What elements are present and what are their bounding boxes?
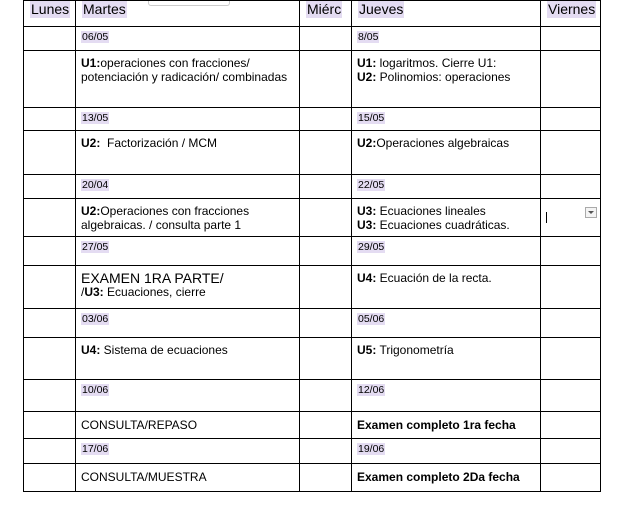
content-line (357, 70, 535, 84)
jueves-date-cell[interactable] (352, 439, 541, 464)
unit-label: U5: (357, 343, 377, 357)
viernes-content-cell[interactable] (541, 412, 601, 439)
martes-date-cell[interactable] (76, 108, 300, 131)
miercoles-date-cell[interactable] (300, 380, 352, 412)
topic-text: logaritmos. Cierre U1: (376, 56, 497, 70)
miercoles-date-cell[interactable] (300, 108, 352, 131)
lunes-date-cell[interactable] (24, 380, 76, 412)
topic-text: Polinomios: operaciones (376, 70, 511, 84)
header-cell-viernes[interactable] (541, 1, 601, 27)
lunes-content-cell[interactable] (24, 464, 76, 492)
miercoles-content-cell[interactable] (300, 412, 352, 439)
content-line (81, 204, 294, 232)
header-viernes: Viernes (548, 1, 596, 17)
content-line (81, 56, 294, 84)
date-label: 03/06 (82, 313, 109, 325)
content-line (357, 343, 535, 357)
viernes-content-cell[interactable] (541, 338, 601, 380)
cell-dropdown-icon[interactable] (585, 207, 597, 218)
unit-label: U1: (81, 56, 101, 70)
viernes-date-cell[interactable] (541, 27, 601, 51)
viernes-date-cell[interactable] (541, 175, 601, 199)
schedule-body (24, 27, 601, 492)
content-line (357, 271, 535, 285)
topic-text: Operaciones algebraicas (376, 136, 510, 150)
lunes-content-cell[interactable] (24, 412, 76, 439)
jueves-date-cell[interactable] (352, 27, 541, 51)
date-label: 17/06 (82, 443, 109, 455)
header-jueves: Jueves (359, 1, 404, 17)
date-label: 06/05 (82, 31, 109, 43)
martes-content-cell[interactable] (76, 131, 300, 175)
miercoles-date-cell[interactable] (300, 27, 352, 51)
exam-label: Examen completo 2Da fecha (357, 470, 520, 484)
martes-plain-text: CONSULTA/MUESTRA (81, 470, 207, 484)
content-line (81, 285, 294, 299)
header-cell-jueves[interactable] (352, 1, 541, 27)
date-label: 29/05 (358, 241, 385, 253)
martes-date-cell[interactable] (76, 27, 300, 51)
content-line (357, 218, 535, 232)
date-label: 8/05 (358, 31, 379, 43)
topic-text: Ecuaciones lineales (376, 204, 486, 218)
unit-label: U3: (84, 285, 104, 299)
jueves-date-cell[interactable] (352, 380, 541, 412)
lunes-date-cell[interactable] (24, 439, 76, 464)
martes-date-cell[interactable] (76, 439, 300, 464)
martes-date-cell[interactable] (76, 237, 300, 266)
schedule-document (23, 0, 600, 492)
jueves-content-cell[interactable] (352, 131, 541, 175)
unit-label: U4: (357, 271, 377, 285)
martes-content-cell[interactable] (76, 51, 300, 108)
lunes-date-cell[interactable] (24, 237, 76, 266)
date-label: 27/05 (82, 241, 109, 253)
content-line (357, 56, 535, 70)
content-row (24, 51, 601, 108)
date-label: 05/06 (358, 313, 385, 325)
header-cell-lunes[interactable] (24, 1, 76, 27)
header-row (24, 1, 601, 27)
topic-text: Ecuación de la recta. (376, 271, 492, 285)
content-row (24, 131, 601, 175)
prefix-text: / (81, 285, 85, 299)
martes-date-cell[interactable] (76, 309, 300, 338)
date-row (24, 309, 601, 338)
lunes-date-cell[interactable] (24, 108, 76, 131)
date-row (24, 237, 601, 266)
header-cell-miercoles[interactable] (300, 1, 352, 27)
miercoles-content-cell[interactable] (300, 199, 352, 237)
viernes-content-cell[interactable] (541, 131, 601, 175)
topic-text: Factorización / MCM (100, 136, 218, 150)
martes-content-cell[interactable] (76, 464, 300, 492)
viernes-content-cell[interactable] (541, 51, 601, 108)
header-lunes: Lunes (31, 1, 70, 17)
jueves-date-cell[interactable] (352, 309, 541, 338)
date-label: 13/05 (82, 112, 109, 124)
content-line (81, 343, 294, 357)
viernes-content-cell[interactable] (541, 266, 601, 309)
viernes-date-cell[interactable] (541, 380, 601, 412)
unit-label: U1: (357, 56, 377, 70)
viernes-date-cell[interactable] (541, 439, 601, 464)
lunes-content-cell[interactable] (24, 131, 76, 175)
topic-text: Ecuaciones, cierre (103, 285, 206, 299)
exam-title: EXAMEN 1RA PARTE/ (81, 270, 224, 286)
topic-text: Ecuaciones cuadráticas. (376, 218, 510, 232)
lunes-date-cell[interactable] (24, 175, 76, 199)
miercoles-content-cell[interactable] (300, 131, 352, 175)
miercoles-date-cell[interactable] (300, 309, 352, 338)
lunes-content-cell[interactable] (24, 338, 76, 380)
lunes-date-cell[interactable] (24, 27, 76, 51)
date-label: 22/05 (358, 179, 385, 191)
date-label: 20/04 (82, 179, 109, 191)
header-martes: Martes (83, 1, 126, 17)
date-row (24, 108, 601, 131)
miercoles-date-cell[interactable] (300, 439, 352, 464)
content-row (24, 338, 601, 380)
header-cell-martes[interactable] (76, 1, 300, 27)
jueves-date-cell[interactable] (352, 108, 541, 131)
jueves-content-cell[interactable] (352, 266, 541, 309)
topic-text: operaciones con fracciones/ potenciación y radicación/ combinadas (81, 56, 288, 84)
date-row (24, 27, 601, 51)
topic-text: Operaciones con fracciones algebraicas. / consulta parte 1 (81, 204, 253, 232)
date-label: 10/06 (82, 384, 109, 396)
exam-label: Examen completo 1ra fecha (357, 418, 516, 432)
date-row (24, 380, 601, 412)
martes-content-cell[interactable] (76, 412, 300, 439)
jueves-content-cell[interactable] (352, 338, 541, 380)
lunes-date-cell[interactable] (24, 309, 76, 338)
miercoles-date-cell[interactable] (300, 237, 352, 266)
date-label: 15/05 (358, 112, 385, 124)
unit-label: U2: (81, 204, 101, 218)
content-line (357, 136, 535, 150)
content-row (24, 412, 601, 439)
content-row (24, 464, 601, 492)
unit-label: U3: (357, 218, 377, 232)
date-label: 12/06 (358, 384, 385, 396)
lunes-content-cell[interactable] (24, 199, 76, 237)
jueves-date-cell[interactable] (352, 175, 541, 199)
miercoles-date-cell[interactable] (300, 175, 352, 199)
jueves-content-cell[interactable] (352, 464, 541, 492)
date-label: 19/06 (358, 443, 385, 455)
miercoles-content-cell[interactable] (300, 464, 352, 492)
content-row (24, 199, 601, 237)
jueves-content-cell[interactable] (352, 412, 541, 439)
jueves-date-cell[interactable] (352, 237, 541, 266)
text-cursor (546, 212, 547, 223)
miercoles-content-cell[interactable] (300, 51, 352, 108)
viernes-content-cell[interactable] (541, 464, 601, 492)
lunes-content-cell[interactable] (24, 51, 76, 108)
content-line (357, 204, 535, 218)
martes-content-cell[interactable] (76, 338, 300, 380)
martes-plain-text: CONSULTA/REPASO (81, 418, 198, 432)
content-row (24, 266, 601, 309)
topic-text: Trigonometría (376, 343, 454, 357)
martes-content-cell[interactable] (76, 266, 300, 309)
martes-content-cell[interactable] (76, 199, 300, 237)
lunes-content-cell[interactable] (24, 266, 76, 309)
header-miercoles: Miérc (307, 1, 342, 17)
viernes-date-cell[interactable] (541, 237, 601, 266)
unit-label: U2: (357, 136, 377, 150)
jueves-content-cell[interactable] (352, 51, 541, 108)
miercoles-content-cell[interactable] (300, 338, 352, 380)
unit-label: U4: (81, 343, 101, 357)
unit-label: U2: (357, 70, 377, 84)
jueves-content-cell[interactable] (352, 199, 541, 237)
martes-date-cell[interactable] (76, 175, 300, 199)
unit-label: U3: (357, 204, 377, 218)
viernes-date-cell[interactable] (541, 108, 601, 131)
miercoles-content-cell[interactable] (300, 266, 352, 309)
viernes-date-cell[interactable] (541, 309, 601, 338)
topic-text: Sistema de ecuaciones (100, 343, 228, 357)
content-line (81, 136, 294, 150)
schedule-table (23, 0, 601, 492)
date-row (24, 175, 601, 199)
date-row (24, 439, 601, 464)
unit-label: U2: (81, 136, 101, 150)
martes-date-cell[interactable] (76, 380, 300, 412)
